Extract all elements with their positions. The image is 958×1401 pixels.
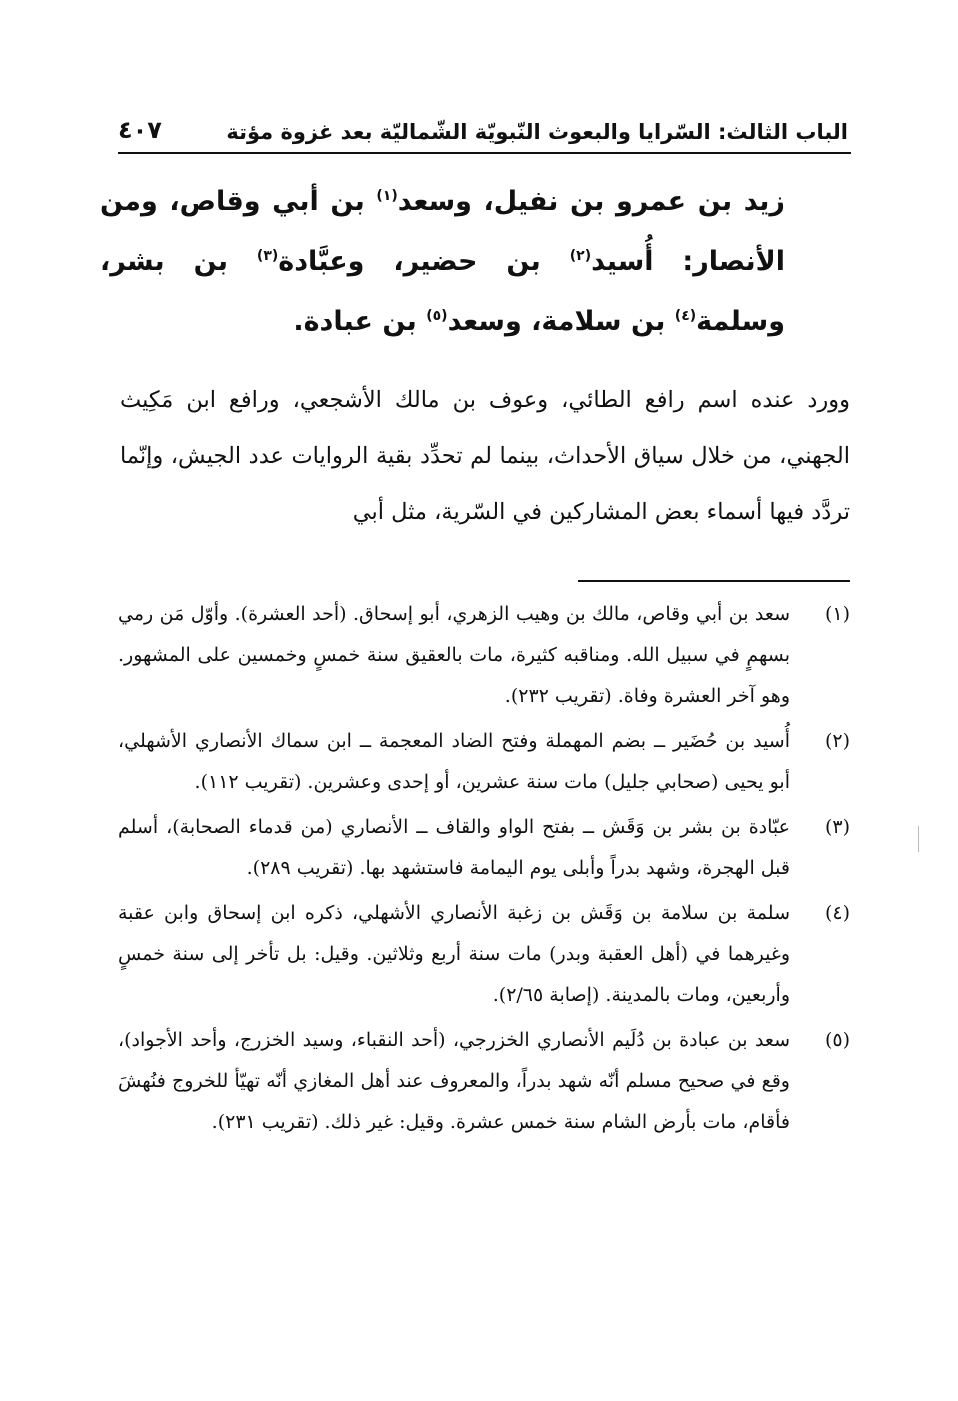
page-number: ٤٠٧: [118, 116, 162, 144]
header-rule: [118, 152, 851, 154]
footnote-text: سلمة بن سلامة بن وَقَش بن زغبة الأنصاري الأشهلي، ذكره ابن إسحاق وابن عقبة وغيرهما في (أهل العقبة وبدر) مات سنة أربع وثلاثين. وقيل: بل تأخر إلى سنة خمسٍ وأربعين، ومات بالمدينة. (إصابة ٢/٦٥).: [118, 902, 790, 1006]
scan-mark: [918, 826, 919, 852]
text-segment: بن عبادة.: [293, 306, 427, 337]
body-paragraph: وورد عنده اسم رافع الطائي، وعوف بن مالك الأشجعي، ورافع ابن مَكِيث الجهني، من خلال سياق الأحداث، بينما لم تحدِّد بقية الروايات عدد الجيش، وإنّما تردَّد فيها أسماء بعض المشاركين في السّرية، مثل أبي: [120, 387, 850, 525]
footnote-separator: [578, 580, 850, 582]
text-segment: بن سلامة، وسعد: [447, 306, 675, 337]
footnote-ref: (٤): [674, 308, 697, 324]
bold-paragraph: [100, 172, 785, 352]
footnote-5: [118, 1020, 850, 1143]
text-segment: بن أبي وقاص، ومن الأنصار: أُسيد: [100, 186, 785, 277]
footnote-text: عبّادة بن بشر بن وَقَش ــ بفتح الواو والقاف ــ الأنصاري (من قدماء الصحابة)، أسلم قبل الهجرة، وشهد بدراً وأبلى يوم اليمامة فاستشهد بها. (تقريب ٢٨٩).: [118, 816, 790, 879]
footnote-ref: (٣): [256, 248, 279, 264]
page-header: [118, 98, 848, 144]
text-segment: بن حضير، وعبَّادة: [278, 246, 570, 277]
footnote-number: (٥): [824, 1029, 850, 1051]
footnote-number: (٤): [824, 902, 850, 924]
footnote-ref: (١): [376, 188, 398, 204]
footnote-2: [118, 721, 850, 803]
footnote-number: (٣): [824, 816, 850, 838]
running-title: الباب الثالث: السّرايا والبعوث النّبويّة الشّماليّة بعد غزوة مؤتة: [226, 120, 848, 144]
footnote-text: أُسيد بن حُضَير ــ بضم المهملة وفتح الضاد المعجمة ــ ابن سماك الأنصاري الأشهلي، أبو يحيى (صحابي جليل) مات سنة عشرين، أو إحدى وعشرين. (تقريب ١١٢).: [118, 730, 790, 793]
footnote-ref: (٥): [426, 308, 448, 324]
footnote-text: سعد بن أبي وقاص، مالك بن وهيب الزهري، أبو إسحاق. (أحد العشرة). وأوّل مَن رمي بسهمٍ في سبيل الله. ومناقبه كثيرة، مات بالعقيق سنة خمسٍ وخمسين على المشهور. وهو آخر العشرة وفاة. (تقريب ٢٣٢).: [118, 603, 790, 707]
text-segment: بن بشر، وسلمة: [100, 246, 785, 337]
footnote-4: [118, 893, 850, 1016]
footnote-number: (٢): [824, 730, 850, 752]
footnote-text: سعد بن عبادة بن دُلَيم الأنصاري الخزرجي، (أحد النقباء، وسيد الخزرج، وأحد الأجواد)، وقع في صحيح مسلم أنّه شهد بدراً، والمعروف عند أهل المغازي أنّه تهيّأ للخروج فنُهشَ فأقام، مات بأرض الشام سنة خمس عشرة. وقيل: غير ذلك. (تقريب ٢٣١).: [118, 1029, 790, 1133]
footnote-3: [118, 807, 850, 889]
text-segment: زيد بن عمرو بن نفيل، وسعد: [397, 186, 785, 217]
footnote-1: [118, 594, 850, 717]
footnotes: [118, 594, 850, 1147]
footnote-ref: (٢): [569, 248, 592, 264]
footnote-number: (١): [824, 603, 850, 625]
